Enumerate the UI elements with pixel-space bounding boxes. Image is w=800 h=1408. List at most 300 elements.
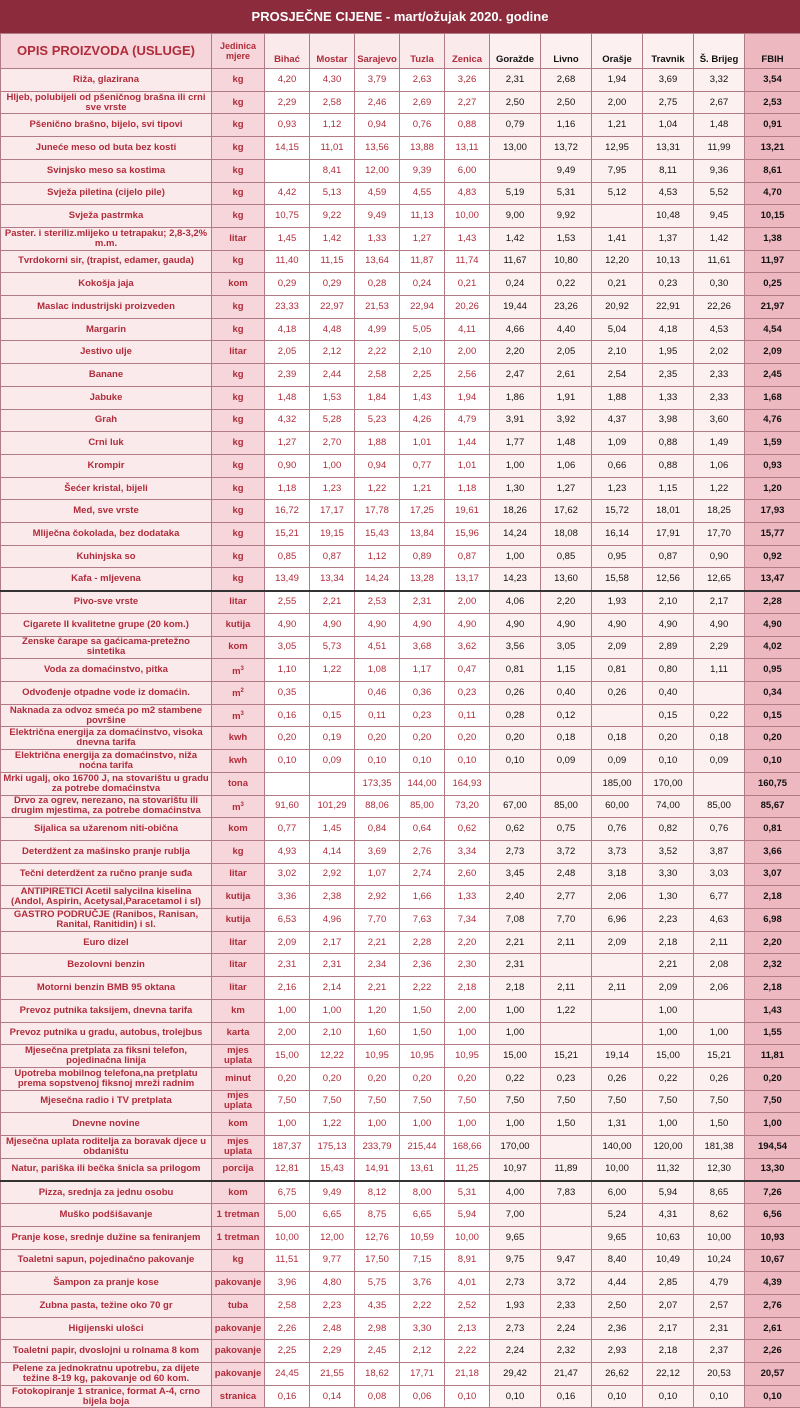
price-cell: 15,21: [265, 523, 310, 546]
price-cell: 3,02: [265, 863, 310, 886]
unit-label: mjes uplata: [224, 1136, 252, 1157]
table-row: [1, 159, 800, 182]
unit-cell: [212, 863, 265, 886]
price-cell: 0,21: [445, 273, 490, 296]
price-cell: 2,52: [445, 1294, 490, 1317]
price-cell: 7,70: [355, 909, 400, 932]
fbih-price: 7,50: [745, 1090, 800, 1113]
product-name: Šampon za pranje kose: [1, 1272, 212, 1295]
fbih-price: 160,75: [745, 772, 800, 795]
price-cell: 1,94: [445, 386, 490, 409]
header-fbih: FBIH: [745, 34, 800, 69]
price-cell: 1,00: [490, 1113, 541, 1136]
price-cell: 3,30: [643, 863, 694, 886]
fbih-price: 0,95: [745, 659, 800, 682]
price-cell: 170,00: [490, 1136, 541, 1159]
product-name: ANTIPIRETICI Acetil salycilna kiselina (Andol, Aspirin, Acetysal,Paracetamol i sl): [1, 886, 212, 909]
price-cell: 2,37: [694, 1340, 745, 1363]
price-cell: 19,14: [592, 1045, 643, 1068]
price-cell: 2,73: [490, 840, 541, 863]
price-cell: 0,40: [643, 681, 694, 704]
price-cell: 18,01: [643, 500, 694, 523]
price-cell: 7,63: [400, 909, 445, 932]
product-name: Bezolovni benzin: [1, 954, 212, 977]
price-cell: 3,69: [643, 69, 694, 92]
fbih-price: 2,61: [745, 1317, 800, 1340]
price-cell: 1,01: [445, 454, 490, 477]
unit-label: tuba: [228, 1300, 248, 1311]
unit-label: kg: [232, 846, 243, 857]
unit-exponent: 3: [241, 666, 244, 672]
unit-cell: [212, 727, 265, 750]
price-cell: 2,70: [310, 432, 355, 455]
price-cell: 0,22: [643, 1067, 694, 1090]
price-cell: 13,64: [355, 250, 400, 273]
price-cell: 18,62: [355, 1363, 400, 1386]
price-cell: [592, 704, 643, 727]
price-cell: 21,55: [310, 1363, 355, 1386]
price-cell: 1,84: [355, 386, 400, 409]
unit-label: kg: [232, 460, 243, 471]
price-cell: 11,40: [265, 250, 310, 273]
price-cell: 4,48: [310, 318, 355, 341]
price-cell: 0,10: [694, 1385, 745, 1408]
unit-exponent: 3: [241, 802, 244, 808]
fbih-price: 17,93: [745, 500, 800, 523]
header-unit: Jedinica mjere: [212, 34, 265, 69]
price-cell: 0,62: [490, 818, 541, 841]
price-cell: 8,41: [310, 159, 355, 182]
unit-cell: [212, 273, 265, 296]
price-cell: 12,30: [694, 1158, 745, 1181]
price-cell: 16,72: [265, 500, 310, 523]
price-cell: 4,53: [643, 182, 694, 205]
product-name: Natur, pariška ili bečka šnicla sa prilogom: [1, 1158, 212, 1181]
price-cell: 7,50: [355, 1090, 400, 1113]
price-cell: 2,27: [445, 91, 490, 114]
price-cell: 18,25: [694, 500, 745, 523]
price-cell: 5,31: [445, 1181, 490, 1204]
price-cell: 15,21: [541, 1045, 592, 1068]
unit-label: kg: [232, 437, 243, 448]
price-table: [0, 33, 800, 1408]
price-cell: 2,05: [265, 341, 310, 364]
unit-cell: [212, 1067, 265, 1090]
unit-label: kom: [228, 823, 248, 834]
price-cell: 1,37: [643, 227, 694, 250]
price-cell: 9,75: [490, 1249, 541, 1272]
product-name: Svježa pastrmka: [1, 205, 212, 228]
price-cell: 5,31: [541, 182, 592, 205]
price-cell: 10,95: [445, 1045, 490, 1068]
price-cell: 0,10: [490, 750, 541, 773]
price-cell: 0,23: [400, 704, 445, 727]
price-cell: 0,10: [490, 1385, 541, 1408]
price-cell: 9,49: [310, 1181, 355, 1204]
price-cell: 15,21: [694, 1045, 745, 1068]
price-cell: 0,18: [694, 727, 745, 750]
price-cell: 1,94: [592, 69, 643, 92]
price-cell: 1,60: [355, 1022, 400, 1045]
price-cell: 0,10: [592, 1385, 643, 1408]
price-cell: 4,26: [400, 409, 445, 432]
price-cell: 4,40: [541, 318, 592, 341]
price-cell: 2,47: [490, 364, 541, 387]
price-cell: 2,23: [643, 909, 694, 932]
price-cell: 2,22: [400, 1294, 445, 1317]
price-cell: 2,53: [355, 591, 400, 614]
price-cell: 13,56: [355, 137, 400, 160]
unit-label: pakovanje: [215, 1345, 261, 1356]
price-cell: 7,50: [694, 1090, 745, 1113]
price-cell: 2,69: [400, 91, 445, 114]
price-cell: 2,29: [694, 636, 745, 659]
price-cell: 0,26: [694, 1067, 745, 1090]
price-cell: 0,85: [541, 545, 592, 568]
price-cell: 2,21: [643, 954, 694, 977]
price-cell: 5,52: [694, 182, 745, 205]
price-cell: 2,85: [643, 1272, 694, 1295]
fbih-price: 0,92: [745, 545, 800, 568]
price-cell: [541, 1226, 592, 1249]
price-cell: 0,20: [310, 1067, 355, 1090]
product-name: Odvođenje otpadne vode iz domaćin.: [1, 681, 212, 704]
price-cell: 3,73: [592, 840, 643, 863]
unit-cell: [212, 137, 265, 160]
price-cell: 1,00: [310, 454, 355, 477]
price-cell: 2,55: [265, 591, 310, 614]
price-cell: 4,79: [445, 409, 490, 432]
unit-label: kom: [228, 1187, 248, 1198]
price-cell: 10,00: [592, 1158, 643, 1181]
price-cell: 4,35: [355, 1294, 400, 1317]
fbih-price: 0,93: [745, 454, 800, 477]
price-cell: 2,09: [265, 931, 310, 954]
price-cell: 20,92: [592, 296, 643, 319]
table-row: [1, 1136, 800, 1159]
price-cell: 0,82: [643, 818, 694, 841]
unit-cell: [212, 205, 265, 228]
price-cell: 0,87: [445, 545, 490, 568]
product-name: Mjesečna uplata roditelja za boravak djece u obdaništu: [1, 1136, 212, 1159]
price-cell: 2,40: [490, 886, 541, 909]
price-cell: 2,11: [541, 977, 592, 1000]
price-cell: 1,18: [445, 477, 490, 500]
price-cell: 18,08: [541, 523, 592, 546]
price-cell: 85,00: [694, 795, 745, 818]
price-cell: 1,06: [541, 454, 592, 477]
price-cell: 1,06: [694, 454, 745, 477]
price-cell: 4,06: [490, 591, 541, 614]
price-cell: [694, 681, 745, 704]
price-cell: 1,42: [310, 227, 355, 250]
price-cell: 9,39: [400, 159, 445, 182]
price-cell: 5,94: [643, 1181, 694, 1204]
price-cell: 2,18: [643, 931, 694, 954]
price-cell: 2,34: [355, 954, 400, 977]
price-cell: 215,44: [400, 1136, 445, 1159]
product-name: Ženske čarape sa gaćicama-pretežno sintetika: [1, 636, 212, 659]
price-cell: 2,12: [400, 1340, 445, 1363]
price-cell: 13,31: [643, 137, 694, 160]
unit-cell: [212, 182, 265, 205]
table-row: [1, 523, 800, 546]
product-name: Zubna pasta, težine oko 70 gr: [1, 1294, 212, 1317]
price-cell: 173,35: [355, 772, 400, 795]
product-name: Toaletni papir, dvoslojni u rolnama 8 kom: [1, 1340, 212, 1363]
product-name: Sijalica sa užarenom niti-obična: [1, 818, 212, 841]
price-cell: 1,20: [355, 999, 400, 1022]
price-cell: 1,07: [355, 863, 400, 886]
unit-label: pakovanje: [215, 1277, 261, 1288]
price-cell: 2,33: [541, 1294, 592, 1317]
price-cell: 1,00: [490, 545, 541, 568]
price-cell: 3,26: [445, 69, 490, 92]
price-cell: 1,50: [400, 1022, 445, 1045]
price-cell: 0,10: [445, 750, 490, 773]
table-row: [1, 1340, 800, 1363]
price-cell: 22,26: [694, 296, 745, 319]
fbih-price: 4,02: [745, 636, 800, 659]
price-cell: 7,00: [490, 1204, 541, 1227]
price-cell: 9,45: [694, 205, 745, 228]
fbih-price: 2,45: [745, 364, 800, 387]
price-cell: 4,31: [643, 1204, 694, 1227]
fbih-price: 2,20: [745, 931, 800, 954]
price-cell: 0,89: [400, 545, 445, 568]
price-cell: 3,72: [541, 840, 592, 863]
fbih-price: 4,39: [745, 1272, 800, 1295]
unit-cell: [212, 1249, 265, 1272]
price-cell: [541, 1022, 592, 1045]
price-cell: 22,97: [310, 296, 355, 319]
unit-label: kg: [232, 324, 243, 335]
header-city: Livno: [541, 34, 592, 69]
price-cell: 5,24: [592, 1204, 643, 1227]
fbih-price: 85,67: [745, 795, 800, 818]
price-cell: 0,23: [541, 1067, 592, 1090]
price-cell: 1,21: [592, 114, 643, 137]
product-name: Margarin: [1, 318, 212, 341]
price-cell: 2,92: [310, 863, 355, 886]
unit-cell: [212, 659, 265, 682]
unit-cell: [212, 477, 265, 500]
unit-label: kg: [232, 165, 243, 176]
price-cell: 0,81: [592, 659, 643, 682]
price-cell: 0,15: [310, 704, 355, 727]
unit-cell: [212, 432, 265, 455]
fbih-price: 2,76: [745, 1294, 800, 1317]
price-cell: 9,22: [310, 205, 355, 228]
price-cell: 0,90: [265, 454, 310, 477]
price-cell: 0,46: [355, 681, 400, 704]
price-cell: 5,28: [310, 409, 355, 432]
price-cell: 0,10: [643, 750, 694, 773]
price-cell: 1,43: [445, 227, 490, 250]
price-cell: 0,10: [445, 1385, 490, 1408]
fbih-price: 3,66: [745, 840, 800, 863]
price-cell: 2,57: [694, 1294, 745, 1317]
price-cell: 4,90: [310, 613, 355, 636]
price-cell: 2,05: [541, 341, 592, 364]
table-row: [1, 1158, 800, 1181]
price-cell: 15,58: [592, 568, 643, 591]
unit-label: kg: [232, 369, 243, 380]
price-cell: 21,18: [445, 1363, 490, 1386]
price-cell: 6,00: [445, 159, 490, 182]
unit-label: kg: [232, 301, 243, 312]
price-cell: 144,00: [400, 772, 445, 795]
table-row: [1, 1045, 800, 1068]
price-cell: 8,62: [694, 1204, 745, 1227]
price-cell: 0,88: [643, 432, 694, 455]
unit-cell: [212, 591, 265, 614]
table-row: [1, 727, 800, 750]
price-cell: 1,48: [265, 386, 310, 409]
product-name: Električna energija za domaćinstvo, niža noćna tarifa: [1, 750, 212, 773]
header-city: Travnik: [643, 34, 694, 69]
price-cell: 0,16: [265, 1385, 310, 1408]
unit-label: kg: [232, 97, 243, 108]
price-cell: 13,61: [400, 1158, 445, 1181]
price-cell: 164,93: [445, 772, 490, 795]
price-cell: 4,55: [400, 182, 445, 205]
product-name: Pivo-sve vrste: [1, 591, 212, 614]
unit-cell: [212, 114, 265, 137]
table-row: [1, 1181, 800, 1204]
price-cell: 2,00: [445, 999, 490, 1022]
price-cell: 187,37: [265, 1136, 310, 1159]
price-cell: 1,53: [541, 227, 592, 250]
price-cell: 11,87: [400, 250, 445, 273]
fbih-price: 1,43: [745, 999, 800, 1022]
product-name: Naknada za odvoz smeća po m2 stambene površine: [1, 704, 212, 727]
price-cell: 3,60: [694, 409, 745, 432]
price-cell: 140,00: [592, 1136, 643, 1159]
unit-label: litar: [229, 982, 246, 993]
product-name: Crni luk: [1, 432, 212, 455]
price-cell: 2,20: [490, 341, 541, 364]
fbih-price: 21,97: [745, 296, 800, 319]
price-cell: 2,68: [541, 69, 592, 92]
price-cell: 26,62: [592, 1363, 643, 1386]
price-cell: 2,20: [541, 591, 592, 614]
fbih-price: 194,54: [745, 1136, 800, 1159]
price-cell: 0,20: [265, 1067, 310, 1090]
price-cell: 0,20: [355, 727, 400, 750]
price-cell: 1,86: [490, 386, 541, 409]
price-cell: 2,30: [445, 954, 490, 977]
price-cell: 3,45: [490, 863, 541, 886]
unit-cell: [212, 613, 265, 636]
unit-cell: [212, 840, 265, 863]
price-cell: 0,22: [694, 704, 745, 727]
price-cell: 7,15: [400, 1249, 445, 1272]
price-cell: 9,92: [541, 205, 592, 228]
product-name: Pšenično brašno, bijelo, svi tipovi: [1, 114, 212, 137]
price-cell: 0,26: [592, 1067, 643, 1090]
unit-label: litar: [229, 868, 246, 879]
price-cell: 21,53: [355, 296, 400, 319]
unit-cell: [212, 772, 265, 795]
price-cell: 4,79: [694, 1272, 745, 1295]
unit-label: kg: [232, 119, 243, 130]
price-cell: 1,00: [490, 454, 541, 477]
price-cell: 4,18: [643, 318, 694, 341]
price-cell: 2,22: [445, 1340, 490, 1363]
price-cell: 13,28: [400, 568, 445, 591]
unit-cell: [212, 250, 265, 273]
price-cell: 1,42: [490, 227, 541, 250]
price-cell: 17,50: [355, 1249, 400, 1272]
price-cell: 1,15: [541, 659, 592, 682]
price-cell: 2,21: [490, 931, 541, 954]
price-cell: 4,14: [310, 840, 355, 863]
price-cell: 0,15: [643, 704, 694, 727]
price-cell: 11,99: [694, 137, 745, 160]
price-cell: 1,18: [265, 477, 310, 500]
price-cell: 0,20: [643, 727, 694, 750]
product-name: Prevoz putnika u gradu, autobus, trolejbus: [1, 1022, 212, 1045]
price-cell: 5,73: [310, 636, 355, 659]
price-cell: 23,33: [265, 296, 310, 319]
price-cell: 2,31: [490, 954, 541, 977]
price-cell: 1,50: [541, 1113, 592, 1136]
price-cell: 2,17: [694, 591, 745, 614]
price-cell: [265, 159, 310, 182]
price-cell: 3,32: [694, 69, 745, 92]
unit-label: kwh: [229, 755, 247, 766]
unit-label: mjes uplata: [224, 1090, 252, 1111]
product-name: Toaletni sapun, pojedinačno pakovanje: [1, 1249, 212, 1272]
price-cell: 13,60: [541, 568, 592, 591]
price-cell: 6,53: [265, 909, 310, 932]
price-cell: 10,13: [643, 250, 694, 273]
price-cell: 11,74: [445, 250, 490, 273]
price-cell: 0,18: [541, 727, 592, 750]
price-cell: 233,79: [355, 1136, 400, 1159]
price-cell: 4,90: [490, 613, 541, 636]
price-cell: 2,25: [265, 1340, 310, 1363]
unit-cell: [212, 1090, 265, 1113]
price-cell: 1,00: [445, 1113, 490, 1136]
table-row: [1, 477, 800, 500]
price-cell: 4,59: [355, 182, 400, 205]
fbih-price: 13,47: [745, 568, 800, 591]
price-cell: 4,32: [265, 409, 310, 432]
header-city: Bihać: [265, 34, 310, 69]
unit-label: kg: [232, 551, 243, 562]
price-cell: 0,24: [490, 273, 541, 296]
price-cell: 2,39: [265, 364, 310, 387]
price-cell: 12,22: [310, 1045, 355, 1068]
price-cell: 2,16: [265, 977, 310, 1000]
unit-cell: [212, 999, 265, 1022]
price-cell: 7,95: [592, 159, 643, 182]
unit-label: kg: [232, 483, 243, 494]
unit-label: litar: [229, 937, 246, 948]
unit-label: litar: [229, 233, 246, 244]
unit-cell: [212, 1022, 265, 1045]
price-cell: 2,29: [265, 91, 310, 114]
price-cell: 2,31: [265, 954, 310, 977]
price-cell: 10,48: [643, 205, 694, 228]
price-cell: 2,12: [310, 341, 355, 364]
product-name: Fotokopiranje 1 stranice, format A-4, crno bijela boja: [1, 1385, 212, 1408]
price-cell: 12,00: [310, 1226, 355, 1249]
price-cell: 18,26: [490, 500, 541, 523]
product-name: Jestivo ulje: [1, 341, 212, 364]
